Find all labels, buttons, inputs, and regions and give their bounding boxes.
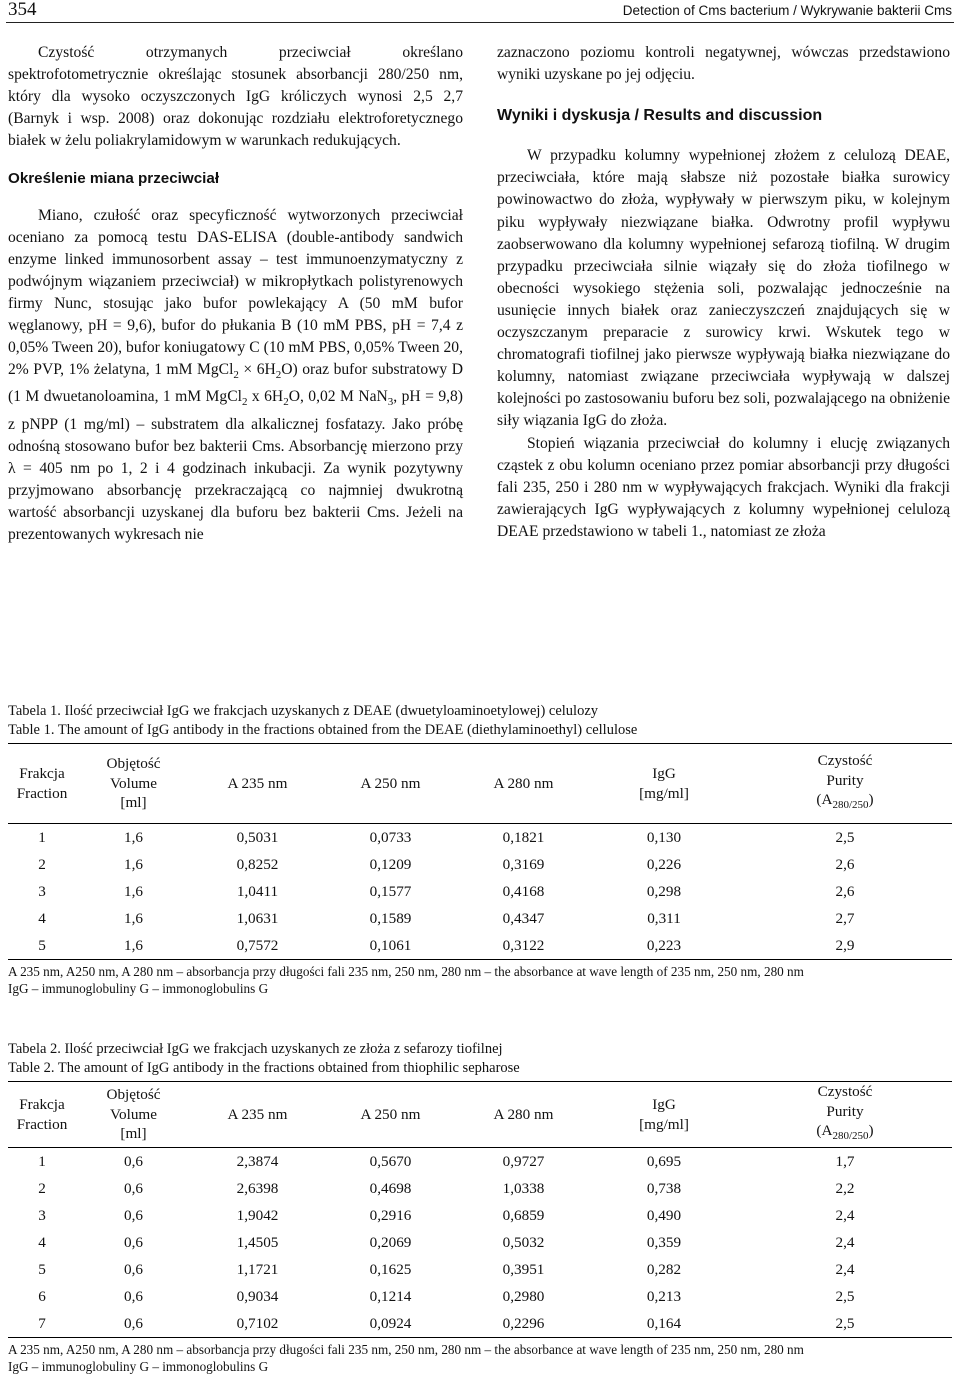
table-cell: 2,4: [835, 1233, 855, 1251]
table-cell: 2,4: [835, 1260, 855, 1278]
table-cell: 2,6: [835, 882, 855, 900]
table-cell: 1: [38, 1152, 46, 1170]
table-row: [8, 932, 952, 960]
table-cell: 1: [38, 828, 46, 846]
section-heading: Określenie miana przeciwciał: [8, 170, 220, 188]
col-header-a250: A 250 nm: [360, 774, 421, 792]
table-cell: 2,5: [835, 1314, 855, 1332]
table-cell: 0,213: [646, 1287, 682, 1305]
table-cell: 0,1821: [502, 828, 545, 846]
table-cell: 2,5: [835, 1287, 855, 1305]
table2-caption-en: Table 2. The amount of IgG antibody in the fractions obtained from thiophilic sepharose: [8, 1060, 520, 1076]
table-cell: 0,164: [646, 1314, 682, 1332]
table-cell: 0,3951: [502, 1260, 545, 1278]
table-cell: 1,6: [124, 936, 143, 954]
table-cell: 0,2069: [369, 1233, 412, 1251]
body-paragraph: Czystość otrzymanych przeciwciał określano spektrofotometrycznie określając stosunek absorbancji 280/250 nm, który dla wysoko oczyszczonych IgG króliczych wynosi 2,5 2,7 (Barnyk i wsp. 2008) oraz dokonując rozdziału elektroforetycznego białek w żelu poliakrylamidowym w warunkach redukujących.: [8, 44, 463, 150]
table2-caption-pl: Tabela 2. Ilość przeciwciał IgG we frakcjach uzyskanych ze złoża z sefarozy tiofilnej: [8, 1041, 503, 1057]
table-cell: 0,6859: [502, 1206, 545, 1224]
table-cell: 0,298: [646, 882, 682, 900]
table-cell: 1,6: [124, 909, 143, 927]
table-cell: 5: [38, 936, 46, 954]
table-cell: 1,4505: [236, 1233, 279, 1251]
table-cell: 0,4347: [502, 909, 545, 927]
table-cell: 0,311: [647, 909, 681, 927]
body-paragraph: zaznaczono poziomu kontroli negatywnej, wówczas przedstawiono wyniki uzyskane po jej odjęciu.: [497, 44, 950, 84]
table-cell: 0,5032: [502, 1233, 545, 1251]
body-paragraph: W przypadku kolumny wypełnionej złożem z celulozą DEAE, przeciwciała, które mają słabsze niż pozostałe białka surowicy powinowactwo do złoża, wypływały w pierwszym piku, w kolejnym piku wypływały niezwiązane białka. Odwrotny profil wypływu zaobserwowano dla kolumny wypełnionej sefarozą tiofilną. W drugim przypadku przeciwciała silnie wiązały się do złoża tiofilnego w obecności wysokiego stężenia soli, pozwalając jednocześnie na usunięcie innych białek oraz zanieczyszczeń znajdujących się w oczyszczanym preparacie z surowicy krwi. Wskutek tego w chromatografi tiofilnej jako pierwsze wypływają białka niezwiązane do kolumny, natomiast związane przeciwciała wypływają w dalszej kolejności po zastosowaniu buforu bez soli, pozwalającego na obniżenie siły wiązania IgG do złoża.: [497, 147, 950, 430]
col-header-a235: A 235 nm: [227, 774, 288, 792]
table-cell: 5: [38, 1260, 46, 1278]
table-row: [8, 1202, 952, 1229]
table-cell: 1,6: [124, 828, 143, 846]
table-row: [8, 1256, 952, 1283]
table-row: [8, 878, 952, 905]
table-cell: 4: [38, 909, 46, 927]
table-row: [8, 1283, 952, 1310]
table-cell: 0,8252: [236, 855, 279, 873]
col-header-purity: Czystość Purity $(A_{280/250})$: [816, 752, 874, 812]
table-cell: 0,695: [646, 1152, 682, 1170]
section-heading: Wyniki i dyskusja / Results and discussion: [497, 107, 823, 125]
table1-block: [8, 702, 952, 997]
body-paragraph: Miano, czułość oraz specyficzność wytworzonych przeciwciał oceniano za pomocą testu DAS-ELISA (double-antibody sandwich enzyme linked immunosorbent assay – test immunoenzymatyczny z podwójnym wiązaniem przeciwciał) w mikropłytkach polistyrenowych firmy Nunc, stosując jako bufor powlekający A (50 mM bufor węglanowy, pH = 9,6), bufor do płukania B (10 mM PBS, pH = 7,4 z 0,05% Tween 20), bufor koniugatowy C (10 mM PBS, 0,05% Tween 20, 2% PVP, 1% żelatyna, 1 mM MgCl$_2$ × $6H_2O$) oraz bufor substratowy D (1 M dwuetanoloamina, 1 mM MgCl$_2$ x $6H_2O$, 0,02 M NaN$_3$, pH = 9,8) z pNPP (1 mg/ml) – substratem dla alkalicznej fosfatazy. Jako próbę odnośną stosowano bufor bez bakterii Cms. Absorbancję mierzono przy λ = 405 nm po 1, 2 i 4 godzinach inkubacji. Za wynik pozytywny przyjmowano absorbancję przekraczającą co najmniej dwukrotną wartość absorbancji uzyskanej dla buforu bez bakterii Cms. Jeżeli na prezentowanych wykresach nie: [8, 206, 463, 544]
col-header-igg: IgG [mg/ml]: [639, 1096, 689, 1133]
table-cell: 2: [38, 1179, 46, 1197]
col-header-fraction: Frakcja Fraction: [16, 1096, 68, 1133]
table-cell: 0,6: [124, 1314, 143, 1332]
table-cell: 1,9042: [236, 1206, 279, 1224]
running-title: Detection of Cms bacterium / Wykrywanie bakterii Cms: [622, 3, 952, 18]
table-cell: 0,359: [646, 1233, 682, 1251]
table-cell: 0,4698: [369, 1179, 412, 1197]
table1: [8, 743, 952, 960]
table-cell: 1,0338: [502, 1179, 545, 1197]
table-cell: 2,9: [835, 936, 855, 954]
table-cell: 0,490: [646, 1206, 682, 1224]
table-cell: 1,6: [124, 855, 143, 873]
header-rule: [6, 22, 954, 23]
table2: [8, 1081, 952, 1338]
table-cell: 0,1577: [369, 882, 412, 900]
table-cell: 0,2916: [369, 1206, 412, 1224]
table-cell: 2,6398: [236, 1179, 279, 1197]
table-cell: 0,1589: [369, 909, 412, 927]
table-cell: 0,1214: [369, 1287, 412, 1305]
table-cell: 0,3169: [502, 855, 545, 873]
col-header-a280: A 280 nm: [493, 1105, 554, 1123]
table-cell: 2: [38, 855, 46, 873]
table-cell: 0,6: [124, 1287, 143, 1305]
table-cell: 3: [38, 882, 46, 900]
page-number: 354: [8, 0, 37, 20]
table-cell: 4: [38, 1233, 46, 1251]
right-column: [497, 42, 950, 543]
table-cell: 0,0733: [369, 828, 412, 846]
table-row: [8, 1175, 952, 1202]
table-cell: 7: [38, 1314, 46, 1332]
table1-caption-en: Table 1. The amount of IgG antibody in the fractions obtained from the DEAE (diethylaminoethyl) cellulose: [8, 722, 638, 738]
table-cell: 0,7572: [236, 936, 279, 954]
table-row: [8, 851, 952, 878]
table1-body: [8, 824, 952, 960]
table-cell: 0,1061: [369, 936, 412, 954]
table-cell: 0,226: [646, 855, 682, 873]
table-header-row: [8, 744, 952, 824]
table-cell: 1,6: [124, 882, 143, 900]
table-cell: 2,2: [835, 1179, 855, 1197]
table-cell: 0,5670: [369, 1152, 412, 1170]
col-header-a250: A 250 nm: [360, 1105, 421, 1123]
table-header-row: [8, 1082, 952, 1148]
table-cell: 1,1721: [236, 1260, 279, 1278]
table-cell: 0,6: [124, 1152, 143, 1170]
table2-block: [8, 1040, 952, 1375]
table1-note: A 235 nm, A250 nm, A 280 nm – absorbancja przy długości fali 235 nm, 250 nm, 280 nm – the absorbance at wave length of 235 nm, 250 nm, 280 nm IgG – immunoglobuliny G – immonoglobulins G: [8, 964, 804, 996]
table-cell: 0,4168: [502, 882, 545, 900]
table-cell: 2,5: [835, 828, 855, 846]
table-cell: 0,738: [646, 1179, 682, 1197]
table-cell: 2,4: [835, 1206, 855, 1224]
table-cell: 0,130: [646, 828, 682, 846]
table-cell: 0,2296: [502, 1314, 545, 1332]
col-header-a235: A 235 nm: [227, 1105, 288, 1123]
table-cell: 1,7: [835, 1152, 855, 1170]
table-cell: 0,6: [124, 1179, 143, 1197]
table-cell: 0,7102: [236, 1314, 279, 1332]
table-cell: 1,0411: [236, 882, 279, 900]
table1-caption-pl: Tabela 1. Ilość przeciwciał IgG we frakcjach uzyskanych z DEAE (dwuetyloaminoetylowej) celulozy: [8, 703, 599, 719]
table-cell: 0,6: [124, 1206, 143, 1224]
table-cell: 2,7: [835, 909, 855, 927]
table-cell: 2,6: [835, 855, 855, 873]
col-header-volume: Objętość Volume [ml]: [106, 755, 161, 812]
table2-note: A 235 nm, A250 nm, A 280 nm – absorbancja przy długości fali 235 nm, 250 nm, 280 nm – the absorbance at wave length of 235 nm, 250 nm, 280 nm IgG – immunoglobuliny G – immonoglobulins G: [8, 1342, 804, 1374]
body-paragraph: Stopień wiązania przeciwciał do kolumny i elucję związanych cząstek z obu kolumn oceniano przez pomiar absorbancji przy długości fali 235, 250 i 280 nm w wypływających frakcjach. Wyniki dla frakcji zawierających IgG wypływających z kolumny wypełnionej celulozą DEAE przedstawiono w tabeli 1., natomiast ze złoża: [497, 434, 950, 540]
col-header-igg: IgG [mg/ml]: [639, 765, 689, 802]
table-row: [8, 1229, 952, 1256]
table-cell: 2,3874: [236, 1152, 279, 1170]
table-cell: 0,6: [124, 1233, 143, 1251]
table-cell: 0,282: [646, 1260, 682, 1278]
table-cell: 6: [38, 1287, 46, 1305]
left-column: [8, 42, 463, 546]
table-cell: 0,9034: [236, 1287, 279, 1305]
table-row: [8, 1148, 952, 1176]
col-header-a280: A 280 nm: [493, 774, 554, 792]
page-header: [0, 0, 960, 24]
col-header-fraction: Frakcja Fraction: [16, 765, 68, 802]
table-cell: 0,9727: [502, 1152, 545, 1170]
table2-body: [8, 1148, 952, 1338]
table-cell: 0,1625: [369, 1260, 412, 1278]
table-row: [8, 824, 952, 852]
table-cell: 0,1209: [369, 855, 412, 873]
table-cell: 0,223: [646, 936, 682, 954]
table-cell: 1,0631: [236, 909, 279, 927]
col-header-purity: Czystość Purity $(A_{280/250})$: [816, 1083, 874, 1143]
table-cell: 3: [38, 1206, 46, 1224]
table-cell: 0,5031: [236, 828, 279, 846]
table-cell: 0,3122: [502, 936, 545, 954]
col-header-volume: Objętość Volume [ml]: [106, 1086, 161, 1143]
table-cell: 0,0924: [369, 1314, 412, 1332]
table-row: [8, 1310, 952, 1338]
table-cell: 0,2980: [502, 1287, 545, 1305]
table-cell: 0,6: [124, 1260, 143, 1278]
table-row: [8, 905, 952, 932]
